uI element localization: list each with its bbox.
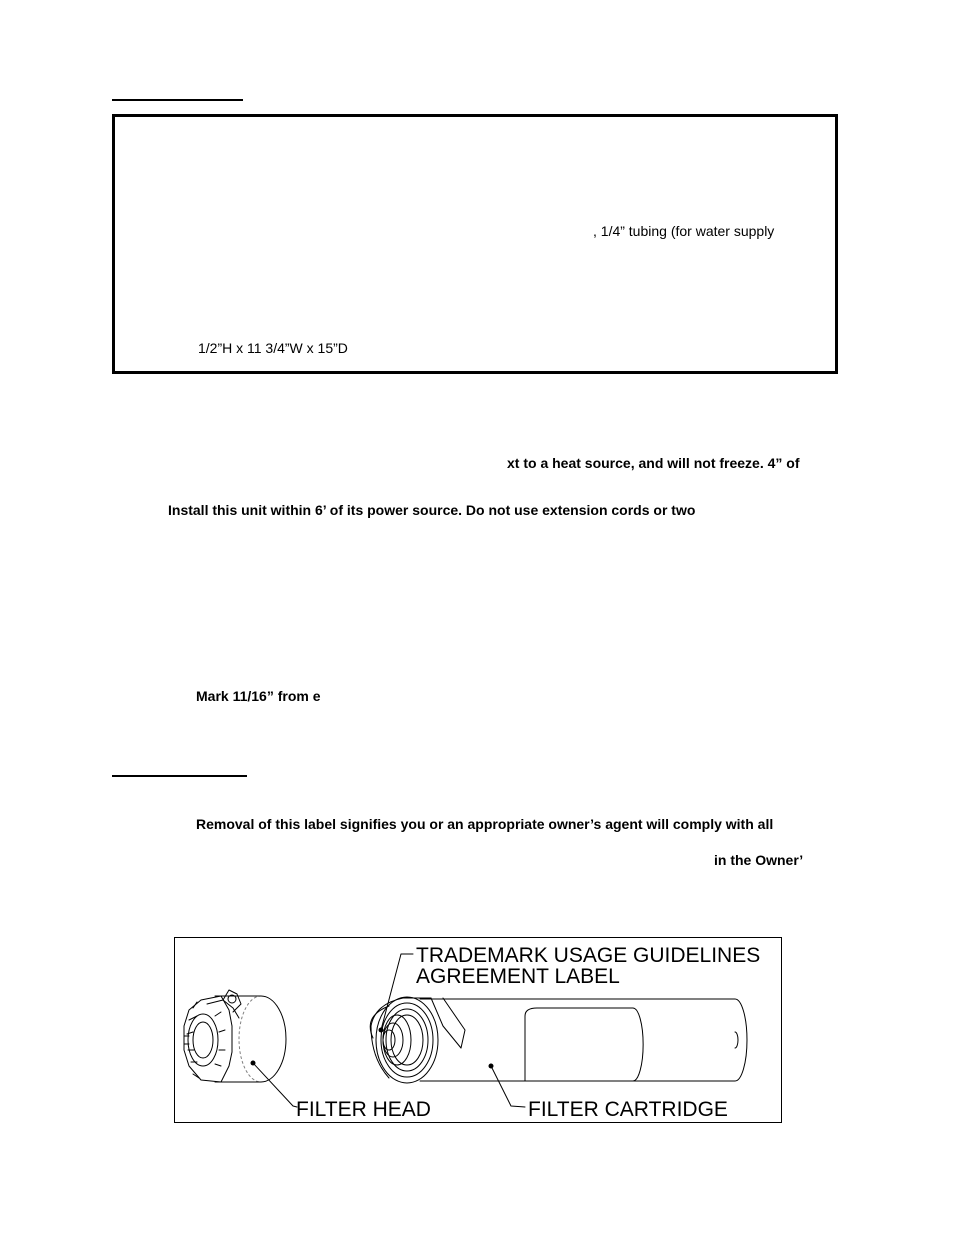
specifications-box bbox=[112, 114, 838, 374]
filter-diagram-drawing bbox=[175, 938, 781, 1122]
leader-line-filter-cartridge bbox=[491, 1066, 525, 1107]
label-removal-note: Removal of this label signifies you or an appropriate owner’s agent will comply with all bbox=[196, 816, 774, 832]
filter-head-illustration bbox=[184, 990, 286, 1082]
label-agreement: AGREEMENT LABEL bbox=[416, 965, 620, 988]
section-heading-rule-filter bbox=[112, 775, 247, 777]
section-heading-rule-specs bbox=[112, 99, 243, 101]
filter-diagram bbox=[174, 937, 782, 1123]
leader-line-filter-head bbox=[253, 1063, 297, 1107]
mark-tubing-note: Mark 11/16” from e bbox=[196, 688, 321, 704]
label-filter-head: FILTER HEAD bbox=[296, 1098, 431, 1121]
power-source-note: Install this unit within 6’ of its power source. Do not use extension cords or two bbox=[168, 502, 696, 518]
owner-manual-note: in the Owner’ bbox=[714, 852, 804, 868]
spec-tubing-text: , 1/4” tubing (for water supply bbox=[593, 223, 775, 239]
spec-dimensions-text: 1/2”H x 11 3/4”W x 15”D bbox=[198, 340, 348, 356]
filter-cartridge-illustration bbox=[370, 997, 747, 1083]
heat-source-note: xt to a heat source, and will not freeze. 4” of bbox=[507, 455, 800, 471]
label-trademark-usage: TRADEMARK USAGE GUIDELINES bbox=[416, 944, 761, 967]
label-filter-cartridge: FILTER CARTRIDGE bbox=[528, 1098, 728, 1121]
